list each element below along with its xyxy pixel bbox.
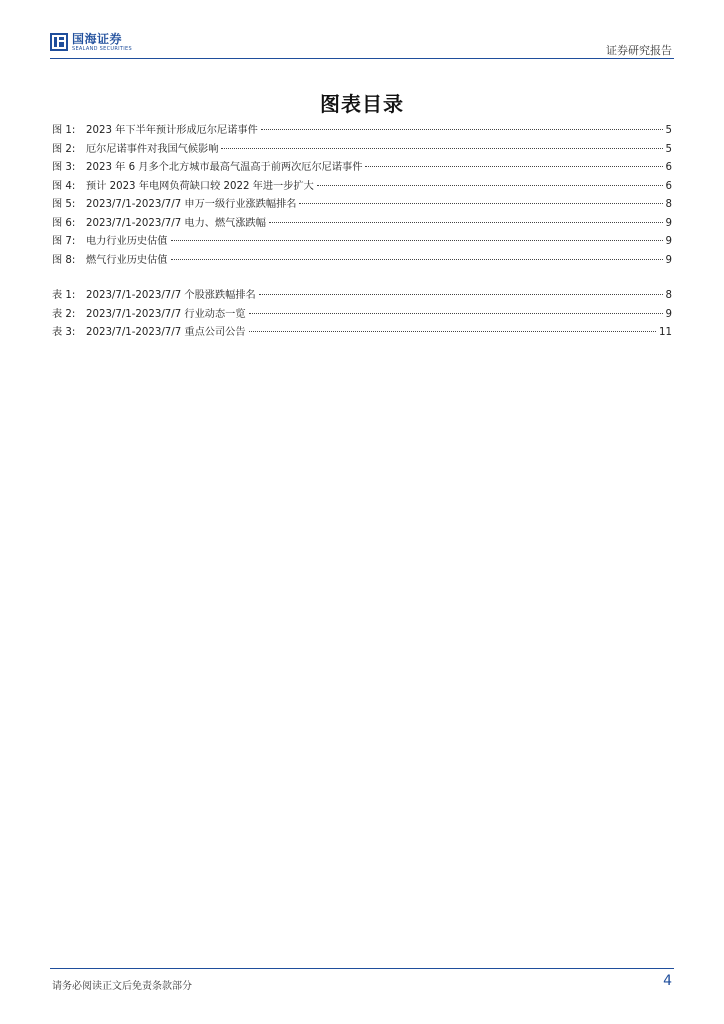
dot-leader: [249, 313, 663, 314]
table-of-figures: [52, 121, 672, 342]
entry-title: 2023/7/1-2023/7/7 申万一级行业涨跌幅排名: [86, 199, 297, 210]
figure-entry[interactable]: [52, 158, 672, 177]
entry-title: 预计 2023 年电网负荷缺口较 2022 年进一步扩大: [86, 180, 314, 192]
entry-title: 2023/7/1-2023/7/7 个股涨跌幅排名: [86, 290, 256, 301]
logo-name: 国海证券: [72, 31, 123, 46]
entry-label: 图 2:: [52, 143, 76, 155]
page-footer: [50, 968, 674, 993]
figure-entry[interactable]: [52, 214, 672, 233]
company-logo: [50, 30, 132, 54]
entry-page: 9: [665, 236, 672, 247]
table-list: [52, 286, 672, 342]
page-header: [50, 28, 674, 59]
logo-name-en: SEALAND SECURITIES: [72, 45, 132, 52]
table-entry[interactable]: [52, 323, 672, 342]
dot-leader: [171, 240, 663, 241]
entry-label: 图 1:: [52, 125, 76, 136]
dot-leader: [249, 331, 656, 332]
disclaimer: 请务必阅读正文后免责条款部分: [52, 981, 192, 992]
figure-entry[interactable]: [52, 177, 672, 196]
dot-leader: [171, 259, 663, 260]
entry-page: 6: [665, 180, 672, 192]
entry-title: 电力行业历史估值: [86, 236, 168, 247]
page-title: 图表目录: [320, 92, 404, 116]
dot-leader: [269, 222, 663, 223]
entry-label: 图 5:: [52, 199, 76, 210]
figure-entry[interactable]: [52, 121, 672, 140]
entry-title: 燃气行业历史估值: [86, 254, 168, 266]
entry-label: 表 1:: [52, 290, 76, 301]
entry-page: 9: [665, 254, 672, 266]
table-entry[interactable]: [52, 286, 672, 305]
entry-title: 2023/7/1-2023/7/7 电力、燃气涨跌幅: [86, 217, 266, 229]
entry-title: 2023 年下半年预计形成厄尔尼诺事件: [86, 125, 258, 136]
figure-entry[interactable]: [52, 195, 672, 214]
dot-leader: [261, 129, 663, 130]
entry-label: 表 3:: [52, 327, 76, 338]
entry-page: 8: [665, 290, 672, 301]
figure-list: [52, 121, 672, 269]
entry-page: 6: [665, 162, 672, 173]
entry-label: 图 4:: [52, 180, 76, 192]
entry-title: 2023/7/1-2023/7/7 行业动态一览: [86, 308, 246, 320]
page-number: 4: [663, 973, 672, 989]
figure-entry[interactable]: [52, 251, 672, 270]
entry-page: 9: [665, 308, 672, 320]
table-entry[interactable]: [52, 305, 672, 324]
entry-title: 厄尔尼诺事件对我国气候影响: [86, 143, 219, 155]
entry-title: 2023/7/1-2023/7/7 重点公司公告: [86, 327, 246, 338]
entry-label: 图 6:: [52, 217, 76, 229]
figure-entry[interactable]: [52, 232, 672, 251]
entry-label: 图 8:: [52, 254, 76, 266]
entry-label: 表 2:: [52, 308, 76, 320]
entry-label: 图 7:: [52, 236, 76, 247]
dot-leader: [221, 148, 662, 149]
entry-page: 5: [665, 143, 672, 155]
entry-page: 9: [665, 217, 672, 229]
dot-leader: [365, 166, 662, 167]
figure-entry[interactable]: [52, 140, 672, 159]
entry-page: 5: [665, 125, 672, 136]
entry-page: 11: [659, 327, 672, 338]
entry-title: 2023 年 6 月多个北方城市最高气温高于前两次厄尔尼诺事件: [86, 162, 363, 173]
dot-leader: [299, 203, 662, 204]
dot-leader: [259, 294, 663, 295]
entry-label: 图 3:: [52, 162, 76, 173]
logo-icon: [50, 33, 68, 51]
entry-page: 8: [665, 199, 672, 210]
dot-leader: [317, 185, 663, 186]
report-type: 证券研究报告: [606, 44, 672, 57]
